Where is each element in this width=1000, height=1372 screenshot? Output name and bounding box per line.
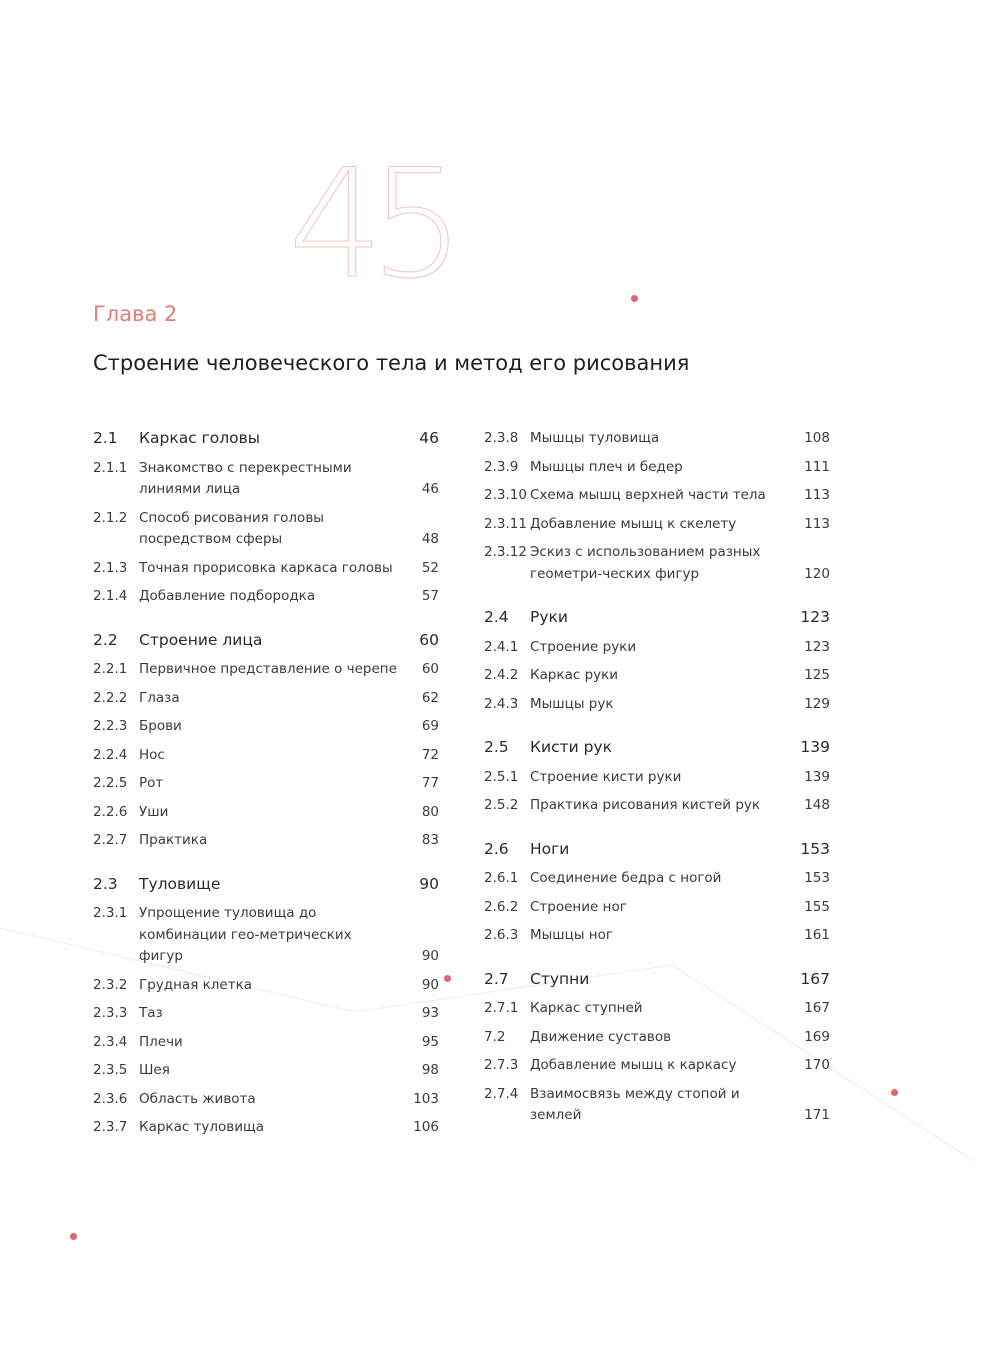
toc-entry-page: 57 — [421, 588, 439, 604]
toc-entry-title: Таз — [139, 1005, 163, 1021]
toc-entry-number: 2.2.2 — [93, 689, 128, 706]
toc-subsection-entry[interactable] — [93, 830, 439, 852]
toc-entry-number: 2.3.11 — [484, 515, 527, 532]
toc-entry-number: 2.6.3 — [484, 927, 519, 943]
toc-subsection-entry[interactable] — [93, 903, 439, 968]
toc-subsection-entry[interactable] — [484, 428, 830, 450]
toc-subsection-entry[interactable] — [93, 558, 439, 580]
toc-subsection-entry[interactable] — [484, 925, 830, 947]
toc-entry-title: Практика — [139, 832, 208, 848]
toc-entry-page: 123 — [804, 638, 830, 655]
toc-entry-page: 120 — [804, 565, 830, 582]
toc-entry-page: 52 — [421, 559, 439, 576]
decorative-dot — [70, 1233, 77, 1240]
toc-entry-title: Брови — [139, 718, 182, 734]
toc-entry-title: Способ рисования головы посредством сферы — [139, 509, 324, 547]
toc-entry-title: Практика рисования кистей рук — [530, 797, 761, 813]
toc-section-entry[interactable] — [484, 969, 830, 991]
toc-entry-number: 2.4 — [484, 608, 509, 626]
toc-entry-title: Соединение бедра с ногой — [530, 870, 722, 886]
toc-entry-title: Уши — [139, 803, 169, 820]
toc-subsection-entry[interactable] — [93, 1089, 439, 1111]
toc-entry-title: Ступни — [530, 969, 590, 988]
chapter-label: Глава 2 — [93, 302, 178, 326]
toc-entry-number: 2.7 — [484, 969, 509, 988]
toc-entry-number: 2.3.12 — [484, 544, 527, 560]
toc-subsection-entry[interactable] — [484, 542, 830, 585]
toc-entry-title: Каркас ступней — [530, 1000, 643, 1016]
toc-group — [93, 428, 439, 608]
toc-entry-number: 2.1.2 — [93, 509, 128, 526]
toc-entry-title: Кисти рук — [530, 738, 613, 756]
toc-entry-number: 2.3.7 — [93, 1119, 128, 1135]
toc-entry-title: Ноги — [530, 839, 570, 858]
toc-group — [93, 630, 439, 852]
toc-subsection-entry[interactable] — [93, 586, 439, 608]
toc-entry-title: Добавление мышц к каркасу — [530, 1057, 737, 1073]
toc-entry-page: 155 — [804, 898, 830, 915]
toc-entry-page: 98 — [421, 1062, 439, 1078]
toc-entry-number: 7.2 — [484, 1028, 506, 1045]
toc-subsection-entry[interactable] — [93, 802, 439, 824]
toc-entry-number: 2.4.2 — [484, 667, 519, 683]
toc-entry-page: 125 — [804, 667, 830, 683]
toc-subsection-entry[interactable] — [484, 457, 830, 479]
toc-entry-number: 2.2.4 — [93, 746, 128, 763]
toc-group — [484, 737, 830, 817]
toc-entry-title: Взаимосвязь между стопой и землей — [530, 1085, 740, 1123]
toc-subsection-entry[interactable] — [484, 998, 830, 1020]
toc-section-entry[interactable] — [93, 874, 439, 896]
toc-entry-page: 139 — [804, 768, 830, 785]
toc-subsection-entry[interactable] — [484, 1055, 830, 1077]
toc-subsection-entry[interactable] — [93, 659, 439, 681]
toc-entry-title: Мышцы туловища — [530, 430, 660, 446]
toc-entry-title: Каркас руки — [530, 667, 619, 683]
toc-entry-title: Знакомство с перекрестными линиями лица — [139, 459, 352, 497]
toc-entry-number: 2.1.1 — [93, 459, 128, 476]
toc-group — [93, 874, 439, 1139]
toc-entry-page: 77 — [421, 775, 439, 791]
toc-subsection-entry[interactable] — [93, 1032, 439, 1054]
toc-subsection-entry[interactable] — [93, 688, 439, 710]
toc-entry-page: 108 — [804, 430, 830, 446]
toc-entry-page: 139 — [800, 738, 830, 756]
toc-subsection-entry[interactable] — [484, 1027, 830, 1049]
toc-entry-page: 171 — [804, 1107, 830, 1123]
toc-entry-number: 2.2.7 — [93, 832, 128, 848]
page-number: 45 — [288, 138, 451, 312]
toc-subsection-entry[interactable] — [484, 897, 830, 919]
toc-entry-title: Глаза — [139, 689, 180, 706]
toc-group — [484, 428, 830, 585]
toc-subsection-entry[interactable] — [484, 868, 830, 890]
toc-entry-number: 2.7.3 — [484, 1057, 519, 1073]
toc-entry-page: 90 — [421, 976, 439, 993]
toc-subsection-entry[interactable] — [484, 637, 830, 659]
toc-entry-number: 2.6.2 — [484, 898, 519, 915]
toc-entry-title: Строение руки — [530, 638, 637, 655]
toc-entry-number: 2.3.4 — [93, 1033, 128, 1050]
toc-right-column — [484, 428, 830, 1149]
toc-entry-number: 2.1 — [93, 429, 118, 447]
toc-entry-page: 161 — [804, 927, 830, 943]
toc-entry-title: Добавление мышц к скелету — [530, 515, 737, 532]
toc-entry-number: 2.3.2 — [93, 976, 128, 993]
toc-entry-number: 2.2.6 — [93, 803, 128, 820]
decorative-dot — [891, 1089, 898, 1096]
decorative-dot — [631, 295, 638, 302]
toc-entry-title: Каркас головы — [139, 429, 261, 447]
toc-subsection-entry[interactable] — [93, 773, 439, 795]
toc-left-column — [93, 428, 439, 1161]
toc-entry-page: 113 — [804, 515, 830, 532]
toc-entry-page: 148 — [804, 797, 830, 813]
toc-entry-page: 153 — [804, 870, 830, 886]
toc-entry-title: Эскиз с использованием разных геометри-ческих фигур — [530, 544, 761, 582]
toc-entry-number: 2.5.1 — [484, 768, 519, 785]
toc-entry-page: 106 — [413, 1119, 439, 1135]
toc-subsection-entry[interactable] — [484, 694, 830, 716]
toc-entry-page: 103 — [413, 1090, 439, 1107]
toc-entry-title: Плечи — [139, 1033, 183, 1050]
toc-section-entry[interactable] — [484, 839, 830, 861]
toc-entry-page: 46 — [419, 429, 439, 447]
toc-entry-number: 2.3.1 — [93, 905, 128, 921]
toc-subsection-entry[interactable] — [93, 508, 439, 551]
toc-entry-page: 113 — [804, 487, 830, 503]
toc-entry-page: 69 — [421, 718, 439, 734]
toc-entry-page: 60 — [419, 630, 439, 649]
toc-group — [484, 839, 830, 947]
toc-entry-title: Первичное представление о черепе — [139, 661, 397, 677]
toc-entry-number: 2.3.5 — [93, 1062, 128, 1078]
toc-entry-page: 169 — [804, 1028, 830, 1045]
toc-entry-number: 2.3.3 — [93, 1005, 128, 1021]
toc-entry-title: Каркас туловища — [139, 1119, 265, 1135]
decorative-dot — [444, 975, 451, 982]
toc-entry-title: Туловище — [139, 874, 221, 893]
toc-entry-title: Добавление подбородка — [139, 588, 316, 604]
toc-entry-number: 2.3.10 — [484, 487, 527, 503]
toc-entry-title: Строение кисти руки — [530, 768, 682, 785]
toc-entry-title: Строение лица — [139, 630, 263, 649]
toc-group — [484, 607, 830, 715]
toc-entry-page: 123 — [800, 608, 830, 626]
toc-entry-number: 2.2.1 — [93, 661, 128, 677]
toc-entry-title: Движение суставов — [530, 1028, 672, 1045]
toc-subsection-entry[interactable] — [93, 1117, 439, 1139]
toc-subsection-entry[interactable] — [484, 1084, 830, 1127]
toc-entry-page: 48 — [421, 531, 439, 547]
toc-entry-number: 2.7.4 — [484, 1085, 519, 1102]
toc-entry-number: 2.2.5 — [93, 775, 128, 791]
toc-entry-number: 2.2.3 — [93, 718, 128, 734]
toc-subsection-entry[interactable] — [93, 1003, 439, 1025]
toc-entry-page: 90 — [419, 874, 439, 893]
toc-entry-number: 2.2 — [93, 630, 118, 649]
toc-subsection-entry[interactable] — [93, 1060, 439, 1082]
toc-entry-title: Строение ног — [530, 898, 627, 915]
toc-entry-title: Мышцы рук — [530, 695, 614, 712]
toc-entry-page: 111 — [804, 458, 830, 475]
toc-subsection-entry[interactable] — [93, 458, 439, 501]
toc-subsection-entry[interactable] — [484, 514, 830, 536]
toc-section-entry[interactable] — [93, 630, 439, 652]
toc-entry-title: Мышцы ног — [530, 927, 613, 943]
toc-entry-title: Нос — [139, 746, 165, 763]
toc-entry-page: 80 — [421, 803, 439, 820]
toc-entry-title: Грудная клетка — [139, 976, 253, 993]
toc-entry-title: Рот — [139, 775, 164, 791]
toc-section-entry[interactable] — [93, 428, 439, 450]
toc-entry-title: Руки — [530, 608, 568, 626]
toc-section-entry[interactable] — [484, 737, 830, 759]
toc-entry-page: 62 — [421, 689, 439, 706]
toc-entry-number: 2.3.6 — [93, 1090, 128, 1107]
toc-entry-title: Схема мышц верхней части тела — [530, 487, 766, 503]
toc-entry-page: 170 — [804, 1057, 830, 1073]
toc-entry-number: 2.1.4 — [93, 588, 128, 604]
toc-subsection-entry[interactable] — [93, 716, 439, 738]
toc-entry-page: 95 — [421, 1033, 439, 1050]
toc-subsection-entry[interactable] — [93, 745, 439, 767]
chapter-title: Строение человеческого тела и метод его рисования — [93, 351, 690, 375]
toc-entry-number: 2.4.3 — [484, 695, 519, 712]
toc-section-entry[interactable] — [484, 607, 830, 629]
toc-entry-page: 46 — [421, 481, 439, 497]
toc-subsection-entry[interactable] — [484, 665, 830, 687]
toc-entry-number: 2.6 — [484, 839, 509, 858]
toc-entry-page: 153 — [800, 839, 830, 858]
toc-subsection-entry[interactable] — [484, 485, 830, 507]
toc-entry-number: 2.4.1 — [484, 638, 519, 655]
toc-entry-page: 90 — [421, 948, 439, 964]
toc-entry-title: Шея — [139, 1062, 170, 1078]
toc-group — [484, 969, 830, 1127]
toc-subsection-entry[interactable] — [484, 767, 830, 789]
toc-entry-number: 2.3.8 — [484, 430, 519, 446]
toc-entry-number: 2.3 — [93, 874, 118, 893]
toc-subsection-entry[interactable] — [93, 975, 439, 997]
toc-entry-number: 2.3.9 — [484, 458, 519, 475]
toc-entry-number: 2.1.3 — [93, 559, 128, 576]
toc-entry-page: 72 — [421, 746, 439, 763]
toc-entry-page: 60 — [421, 661, 439, 677]
toc-entry-title: Мышцы плеч и бедер — [530, 458, 683, 475]
toc-entry-title: Область живота — [139, 1090, 256, 1107]
toc-entry-page: 167 — [804, 1000, 830, 1016]
toc-entry-number: 2.5 — [484, 738, 509, 756]
toc-subsection-entry[interactable] — [484, 795, 830, 817]
toc-entry-number: 2.5.2 — [484, 797, 519, 813]
toc-entry-page: 83 — [421, 832, 439, 848]
toc-entry-number: 2.6.1 — [484, 870, 519, 886]
toc-entry-page: 93 — [421, 1005, 439, 1021]
toc-entry-title: Точная прорисовка каркаса головы — [139, 559, 393, 576]
toc-entry-number: 2.7.1 — [484, 1000, 519, 1016]
toc-entry-page: 167 — [800, 969, 830, 988]
toc-entry-page: 129 — [804, 695, 830, 712]
toc-entry-title: Упрощение туловища до комбинации гео-метрических фигур — [139, 905, 352, 964]
